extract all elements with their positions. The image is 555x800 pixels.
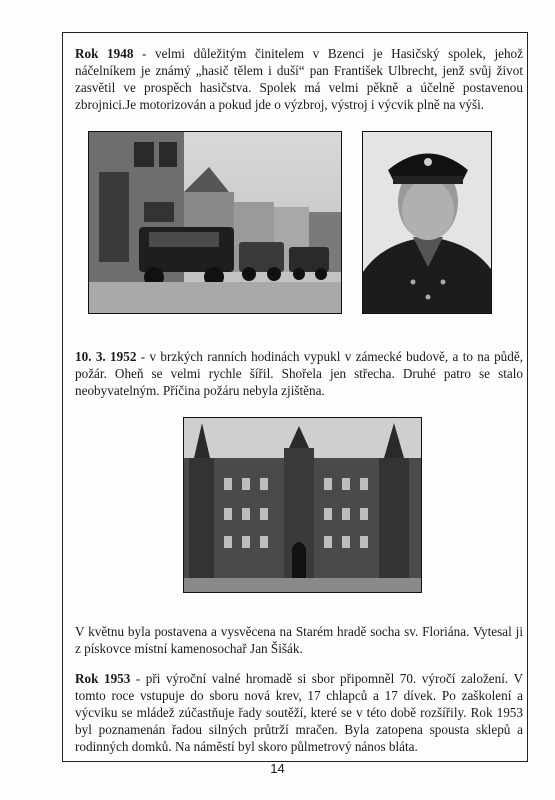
paragraph-lead: 10. 3. 1952 xyxy=(75,349,137,364)
paragraph-text: - velmi důležitým činitelem v Bzenci je Hasičský spolek, jehož náčelníkem je známý „hasič tělem i duší“ pan František Ulbrecht, jenž svůj život zasvětil ve prospěch hasičstva. Spolek má velmi pěkně a účelně postavenou zbrojnici.Je motorizován a pokud jde o výzbroj, výstroj i výcvik plně na výši. xyxy=(75,46,524,112)
photo-fire-station xyxy=(88,131,342,314)
paragraph-lead: Rok 1953 xyxy=(75,671,131,686)
paragraph-1953 xyxy=(75,670,523,755)
paragraph-1948 xyxy=(75,45,523,113)
page-number: 14 xyxy=(270,761,285,776)
portrait-image xyxy=(363,132,492,314)
paragraph-lead: Rok 1948 xyxy=(75,46,134,61)
paragraph-text: - při výroční valné hromadě si sbor připomněl 70. výročí založení. V tomto roce vstupuje do sboru nová krev, 17 chlapců a 17 dívek. Po zaškolení a výcviku se mládež zúčastňuje řady soutěží, které se v této době rozšířily. Rok 1953 byl poznamenán řadou silných průtrží mračen. Byla zatopena spousta sklepů a rodinných domků. Na náměstí byl skoro půlmetrový nános bláta. xyxy=(75,671,524,754)
paragraph-1952 xyxy=(75,348,523,399)
castle-image xyxy=(184,418,422,593)
fire-station-image xyxy=(89,132,342,314)
paragraph-text: V květnu byla postavena a vysvěcena na Starém hradě socha sv. Floriána. Vytesal ji z pískovce místní kamenosochař Jan Šišák. xyxy=(75,624,523,656)
photo-castle xyxy=(183,417,422,593)
paragraph-text: - v brzkých ranních hodinách vypukl v zámecké budově, a to na půdě, požár. Oheň se velmi rychle šířil. Shořela jen střecha. Druhé patro se stalo neobyvatelným. Příčina požáru nebyla zjištěna. xyxy=(75,349,524,398)
photo-portrait xyxy=(362,131,492,314)
paragraph-florian xyxy=(75,623,523,657)
